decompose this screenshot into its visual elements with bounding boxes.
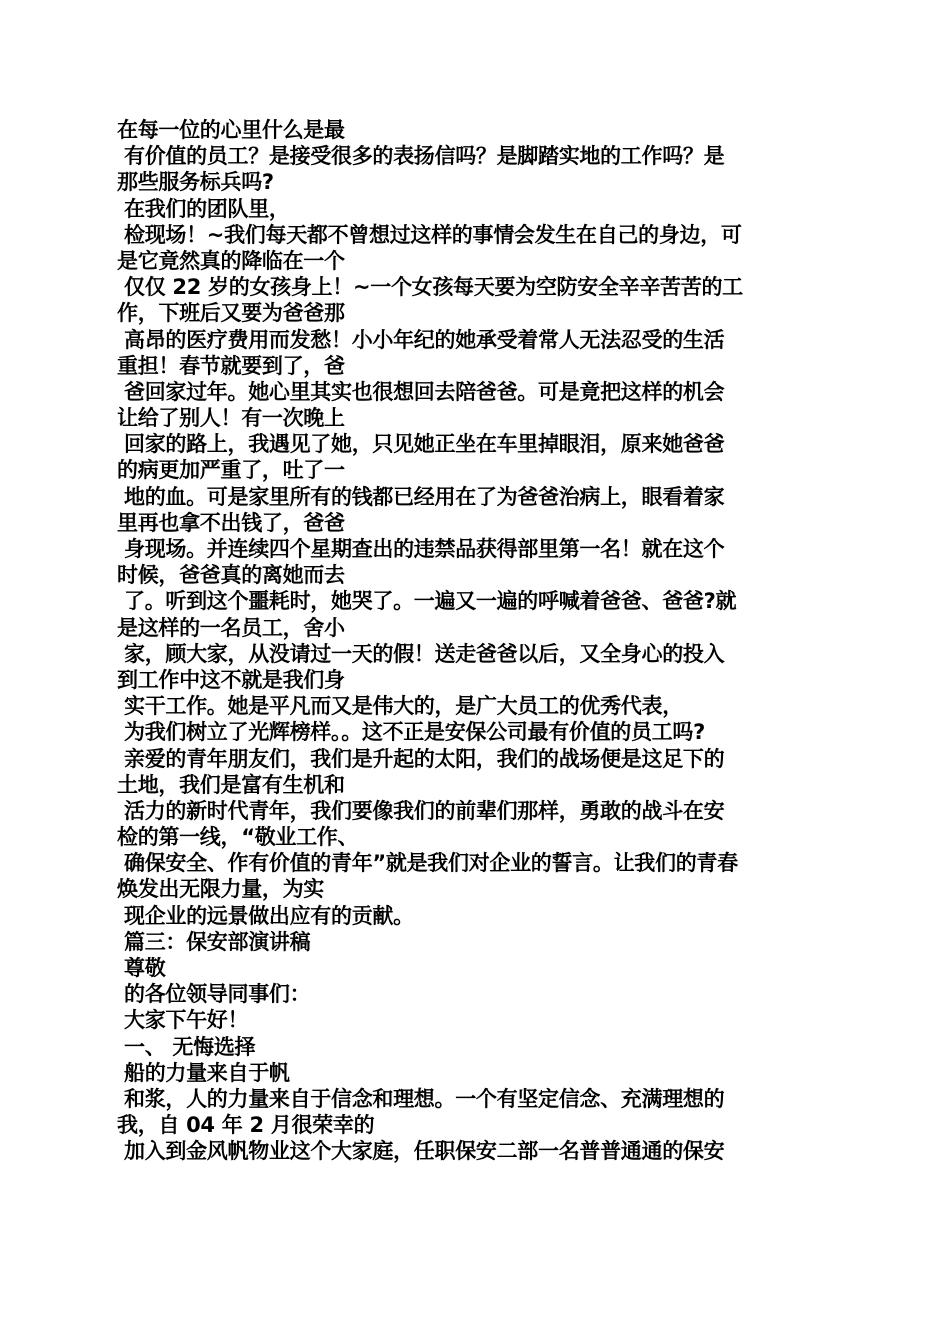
text-line: 那些服务标兵吗? [117, 170, 274, 195]
text-line: 亲爱的青年朋友们，我们是升起的太阳，我们的战场便是这足下的 [117, 746, 725, 771]
text-line: 为我们树立了光辉榜样。。这不正是安保公司最有价值的员工吗? [117, 720, 705, 745]
text-line: 家，顾大家，从没请过一天的假！送走爸爸以后，又全身心的投入 [117, 641, 725, 666]
text-line: 让给了别人！有一次晚上 [117, 406, 345, 431]
text-line: 的病更加严重了，吐了一 [117, 458, 345, 483]
text-line: 检的第一线，“敬业工作、 [117, 825, 359, 850]
text-line: 和浆，人的力量来自于信念和理想。一个有坚定信念、充满理想的 [117, 1086, 725, 1111]
text-line: 检现场！~我们每天都不曾想过这样的事情会发生在自己的身边，可 [117, 222, 742, 247]
text-line: 重担！春节就要到了，爸 [117, 353, 345, 378]
text-line: 土地，我们是富有生机和 [117, 772, 345, 797]
text-line: 到工作中这不就是我们身 [117, 667, 345, 692]
text-line: 在我们的团队里， [117, 196, 290, 221]
text-line: 焕发出无限力量，为实 [117, 877, 324, 902]
text-line: 确保安全、作有价值的青年”就是我们对企业的誓言。让我们的青春 [117, 851, 738, 876]
text-line: 爸回家过年。她心里其实也很想回去陪爸爸。可是竟把这样的机会 [117, 379, 725, 404]
greeting-line: 大家下午好！ [117, 1008, 249, 1033]
text-line: 作，下班后又要为爸爸那 [117, 301, 345, 326]
text-line: 身现场。并连续四个星期查出的违禁品获得部里第一名！就在这个 [117, 537, 725, 561]
text-line: 时候，爸爸真的离她而去 [117, 563, 345, 588]
text-line: 了。听到这个噩耗时，她哭了。一遍又一遍的呼喊着爸爸、爸爸?就 [117, 589, 737, 614]
text-line: 活力的新时代青年，我们要像我们的前辈们那样，勇敢的战斗在安 [117, 798, 725, 823]
text-line: 船的力量来自于帆 [117, 1060, 290, 1085]
text-line: 是这样的一名员工，舍小 [117, 615, 345, 640]
text-line: 在每一位的心里什么是最 [117, 118, 345, 142]
text-line: 有价值的员工？是接受很多的表扬信吗？是脚踏实地的工作吗？是 [117, 144, 725, 169]
text-line: 我，自 04 年 2 月很荣幸的 [117, 1113, 375, 1138]
text-line: 尊敬 [117, 956, 166, 980]
document-text-body [117, 117, 832, 1165]
text-line: 里再也拿不出钱了，爸爸 [117, 510, 345, 535]
text-line: 加入到金风帆物业这个大家庭，任职保安二部一名普普通通的保安 [117, 1139, 725, 1164]
text-line: 实干工作。她是平凡而又是伟大的，是广大员工的优秀代表， [117, 694, 683, 719]
text-line: 回家的路上，我遇见了她，只见她正坐在车里掉眼泪，原来她爸爸 [117, 432, 725, 457]
text-line: 现企业的远景做出应有的贡献。 [117, 903, 414, 928]
text-line: 高昂的医疗费用而发愁！小小年纪的她承受着常人无法忍受的生活 [117, 327, 725, 352]
text-line: 仅仅 22 岁的女孩身上！~一个女孩每天要为空防安全辛辛苦苦的工 [117, 275, 743, 300]
text-line: 地的血。可是家里所有的钱都已经用在了为爸爸治病上，眼看着家 [117, 484, 725, 509]
subsection-heading: 一、 无悔选择 [117, 1034, 256, 1059]
section-heading: 篇三：保安部演讲稿 [117, 929, 311, 954]
salutation-line: 的各位领导同事们： [117, 982, 311, 1007]
text-line: 是它竟然真的降临在一个 [117, 248, 345, 273]
